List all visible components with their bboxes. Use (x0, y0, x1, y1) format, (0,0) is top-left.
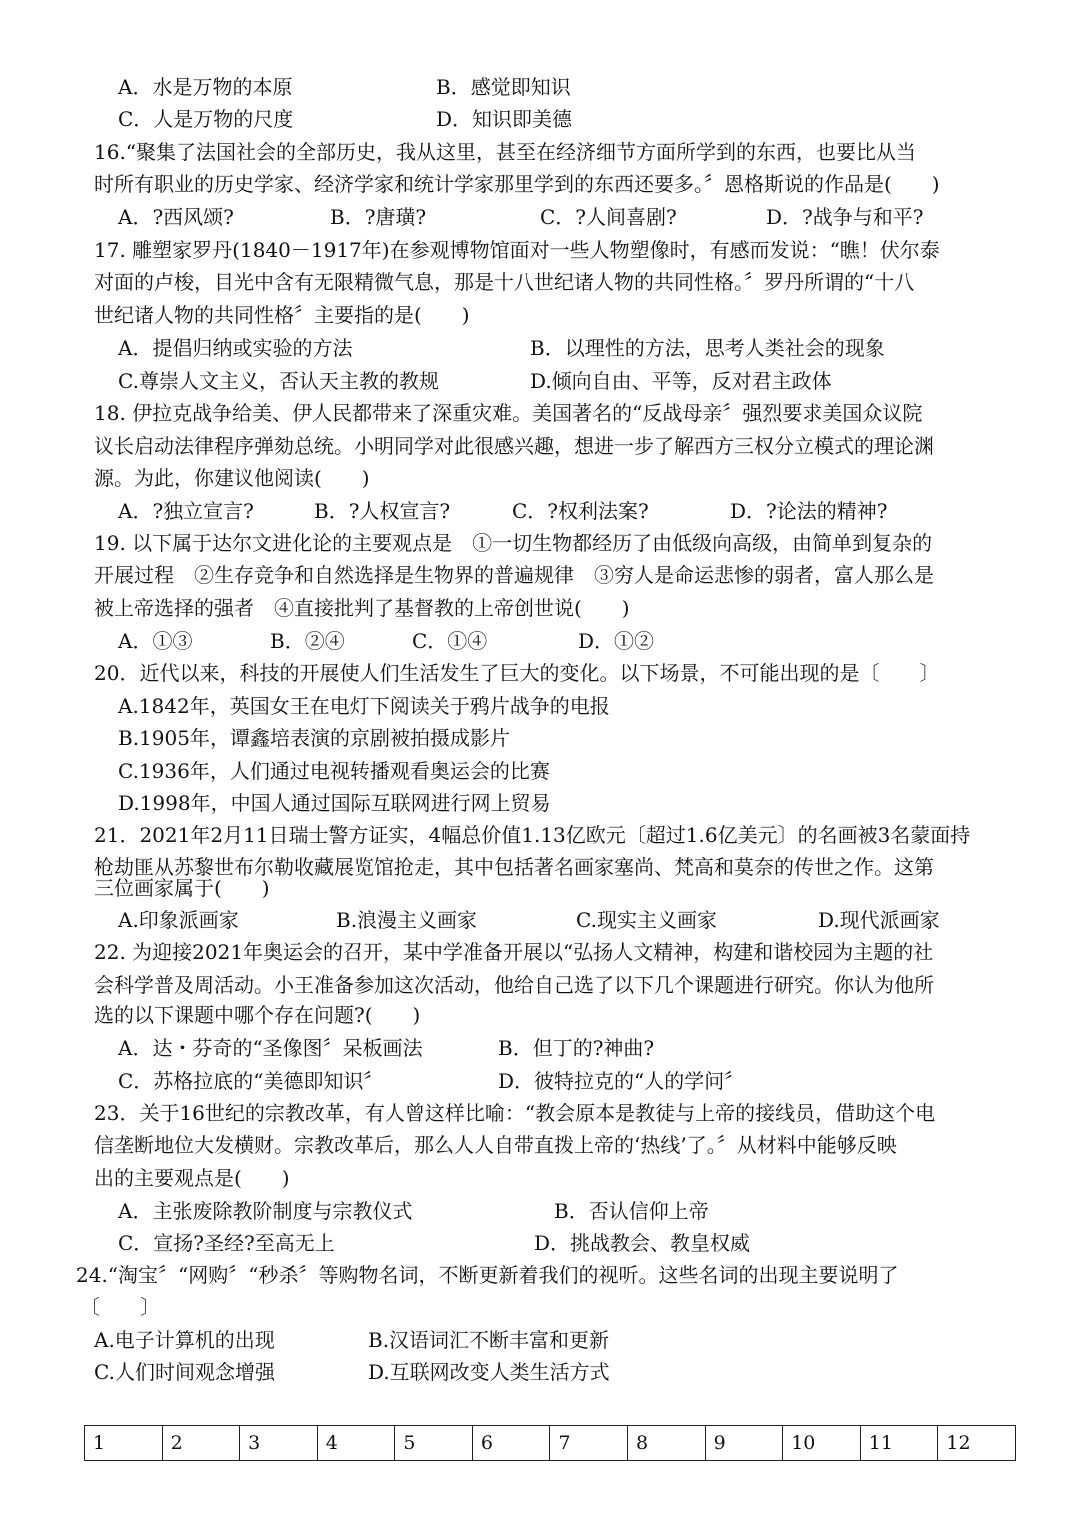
answer-cell-8[interactable]: 8 (628, 1426, 706, 1461)
q19-option-b: B．②④ (270, 629, 345, 653)
q23-option-a: A．主张废除教阶制度与宗教仪式 (118, 1199, 413, 1223)
q19-option-d: D．①② (578, 629, 655, 653)
q16-option-d: D．?战争与和平? (766, 205, 924, 229)
q17-stem-line-1: 17. 雕塑家罗丹(1840－1917年)在参观博物馆面对一些人物塑像时，有感而发说：“瞧！伏尔泰 (94, 238, 940, 262)
q20-stem-line-1: 20．近代以来，科技的开展使人们生活发生了巨大的变化。以下场景，不可能出现的是〔 〕 (94, 661, 940, 685)
q22-option-b: B．但丁的?神曲? (498, 1036, 655, 1060)
answer-cell-4[interactable]: 4 (317, 1426, 395, 1461)
q24-stem-line-2: 〔 〕 (80, 1295, 160, 1319)
q17-option-a: A．提倡归纳或实验的方法 (118, 336, 353, 360)
q24-option-c: C.人们时间观念增强 (94, 1360, 275, 1384)
q22-stem-line-3: 选的以下课题中哪个存在问题?( ) (94, 1003, 421, 1027)
answer-cell-10[interactable]: 10 (783, 1426, 861, 1461)
q21-option-c: C.现实主义画家 (576, 908, 717, 932)
q17-option-b: B．以理性的方法，思考人类社会的现象 (530, 336, 885, 360)
q22-option-c: C．苏格拉底的“美德即知识〞 (118, 1069, 384, 1093)
q18-option-d: D．?论法的精神? (730, 499, 888, 523)
q20-option-c: C.1936年，人们通过电视转播观看奥运会的比赛 (118, 759, 550, 783)
q21-option-b: B.浪漫主义画家 (336, 908, 478, 932)
q24-option-b: B.汉语词汇不断丰富和更新 (368, 1328, 610, 1352)
answer-cell-9[interactable]: 9 (705, 1426, 783, 1461)
q21-option-d: D.现代派画家 (818, 908, 940, 932)
q15-option-d: D．知识即美德 (436, 107, 573, 131)
q18-option-b: B．?人权宣言? (314, 499, 451, 523)
q21-stem-line-1: 21．2021年2月11日瑞士警方证实，4幅总价值1.13亿欧元〔超过1.6亿美元〕的名画被3名蒙面持 (94, 823, 971, 847)
answer-cell-1[interactable]: 1 (85, 1426, 163, 1461)
answer-cell-7[interactable]: 7 (550, 1426, 628, 1461)
answer-cell-2[interactable]: 2 (162, 1426, 240, 1461)
q21-option-a: A.印象派画家 (118, 908, 239, 932)
q23-stem-line-3: 出的主要观点是( ) (94, 1166, 290, 1190)
q15-option-a: A．水是万物的本原 (118, 75, 293, 99)
answer-table (84, 1425, 1016, 1461)
q22-option-d: D．彼特拉克的“人的学问〞 (498, 1069, 745, 1093)
q24-stem-line-1: 24.“淘宝〞“网购〞“秒杀〞等购物名词，不断更新着我们的视听。这些名词的出现主要说明了 (76, 1263, 899, 1287)
q16-option-a: A．?西风颂? (118, 205, 234, 229)
q16-stem-line-1: 16.“聚集了法国社会的全部历史，我从这里，甚至在经济细节方面所学到的东西，也要比从当 (94, 140, 917, 164)
q16-option-b: B．?唐璜? (330, 205, 427, 229)
q20-option-d: D.1998年，中国人通过国际互联网进行网上贸易 (118, 791, 551, 815)
answer-cell-12[interactable]: 12 (938, 1426, 1016, 1461)
q15-option-c: C．人是万物的尺度 (118, 107, 294, 131)
q23-option-c: C．宣扬?圣经?至高无上 (118, 1231, 335, 1255)
q22-stem-line-2: 会科学普及周活动。小王准备参加这次活动，他给自己选了以下几个课题进行研究。你认为他所 (94, 973, 934, 997)
q20-option-b: B.1905年，谭鑫培表演的京剧被拍摄成影片 (118, 726, 510, 750)
q24-option-a: A.电子计算机的出现 (94, 1328, 275, 1352)
q23-stem-line-2: 信垄断地位大发横财。宗教改革后，那么人人自带直拨上帝的‘热线’了。〞从材料中能够反映 (94, 1133, 897, 1157)
q19-option-a: A．①③ (118, 629, 193, 653)
q17-option-c: C.尊崇人文主义，否认天主教的教规 (118, 369, 439, 393)
q15-option-b: B．感觉即知识 (436, 75, 571, 99)
q18-stem-line-3: 源。为此，你建议他阅读( ) (94, 466, 370, 490)
q16-stem-line-2: 时所有职业的历史学家、经济学家和统计学家那里学到的东西还要多。〞恩格斯说的作品是( ) (94, 172, 940, 196)
q19-stem-line-1: 19. 以下属于达尔文进化论的主要观点是 ①一切生物都经历了由低级向高级，由简单到复杂的 (94, 531, 933, 555)
q17-stem-line-3: 世纪诸人物的共同性格〞主要指的是( ) (94, 303, 470, 327)
q23-option-d: D．挑战教会、教皇权威 (534, 1231, 751, 1255)
q21-stem-line-3: 三位画家属于( ) (94, 876, 270, 900)
q19-stem-line-2: 开展过程 ②生存竞争和自然选择是生物界的普遍规律 ③穷人是命运悲惨的弱者，富人那么是 (94, 563, 934, 587)
q18-option-c: C．?权利法案? (512, 499, 649, 523)
q17-stem-line-2: 对面的卢梭，目光中含有无限精微气息，那是十八世纪诸人物的共同性格。〞罗丹所谓的“十八 (94, 270, 915, 294)
q21-stem-line-2: 枪劫匪从苏黎世布尔勒收藏展览馆抢走，其中包括著名画家塞尚、梵高和莫奈的传世之作。这第 (94, 855, 934, 879)
answer-cell-6[interactable]: 6 (472, 1426, 550, 1461)
answer-cell-5[interactable]: 5 (395, 1426, 473, 1461)
q19-option-c: C．①④ (412, 629, 488, 653)
q18-option-a: A．?独立宣言? (118, 499, 254, 523)
q22-stem-line-1: 22. 为迎接2021年奥运会的召开，某中学准备开展以“弘扬人文精神，构建和谐校园为主题的社 (94, 940, 934, 964)
answer-cell-3[interactable]: 3 (240, 1426, 318, 1461)
q23-option-b: B．否认信仰上帝 (554, 1199, 709, 1223)
answer-table-row (85, 1426, 1016, 1461)
q18-stem-line-1: 18. 伊拉克战争给美、伊人民都带来了深重灾难。美国著名的“反战母亲〞强烈要求美国众议院 (94, 401, 923, 425)
q23-stem-line-1: 23．关于16世纪的宗教改革，有人曾这样比喻：“教会原本是教徒与上帝的接线员，借助这个电 (94, 1101, 936, 1125)
q17-option-d: D.倾向自由、平等，反对君主政体 (530, 369, 832, 393)
q24-option-d: D.互联网改变人类生活方式 (368, 1360, 610, 1384)
q18-stem-line-2: 议长启动法律程序弹劾总统。小明同学对此很感兴趣，想进一步了解西方三权分立模式的理论渊 (94, 434, 934, 458)
answer-cell-11[interactable]: 11 (860, 1426, 938, 1461)
q22-option-a: A．达・芬奇的“圣像图〞呆板画法 (118, 1036, 423, 1060)
q20-option-a: A.1842年，英国女王在电灯下阅读关于鸦片战争的电报 (118, 694, 610, 718)
q19-stem-line-3: 被上帝选择的强者 ④直接批判了基督教的上帝创世说( ) (94, 596, 630, 620)
q16-option-c: C．?人间喜剧? (540, 205, 677, 229)
